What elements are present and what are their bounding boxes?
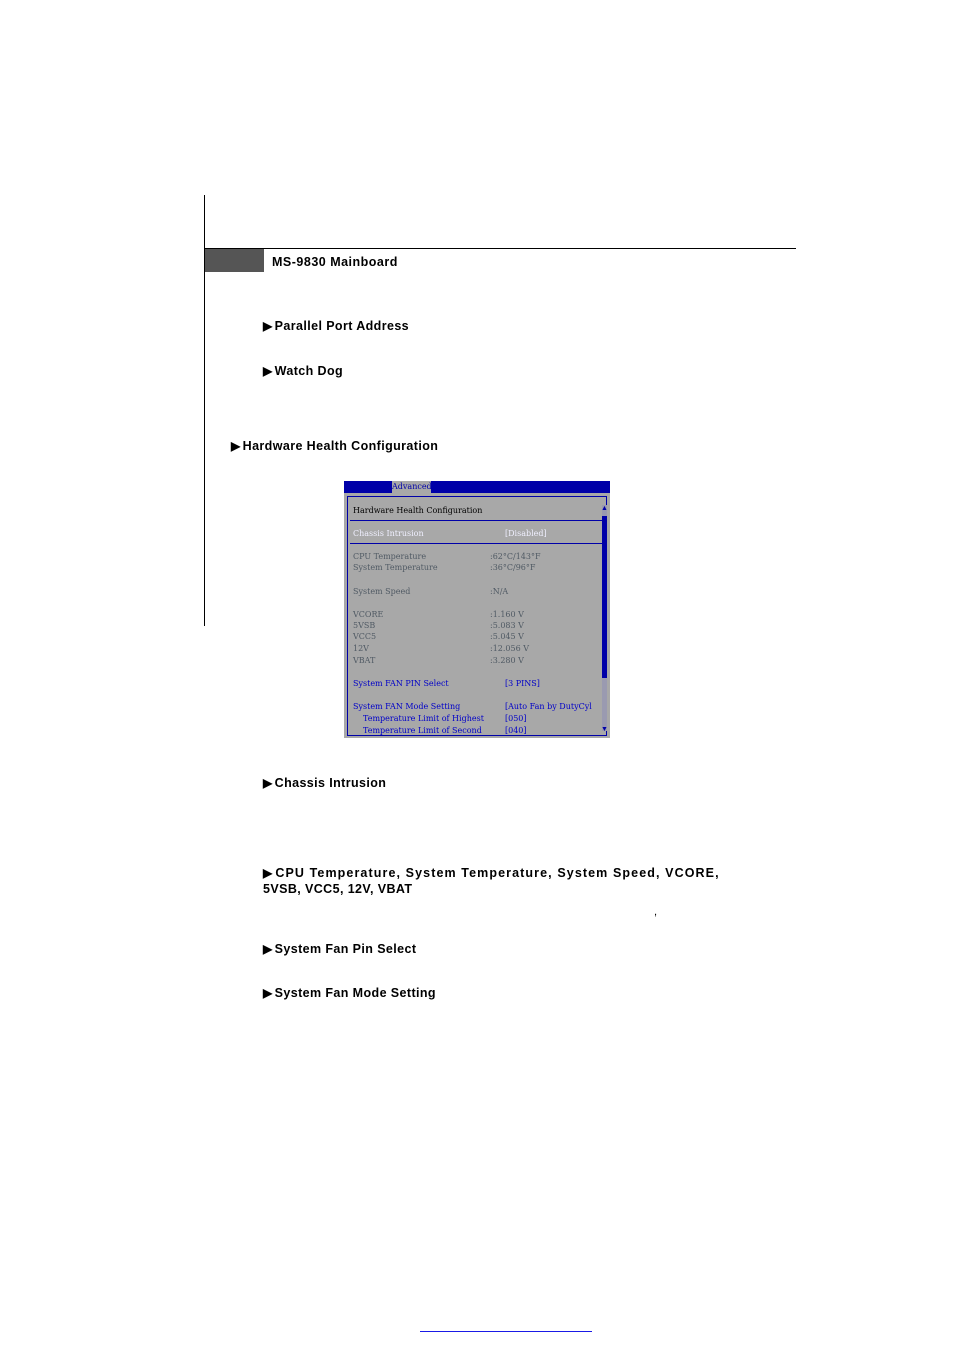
bios-scroll-thumb[interactable]: [602, 516, 607, 678]
heading-fan-pin-select: ▶ System Fan Pin Select: [263, 942, 417, 956]
bullet-arrow-icon: ▶: [263, 866, 274, 880]
bios-temp-second-label[interactable]: Temperature Limit of Second: [363, 726, 482, 735]
bios-vbat-label: VBAT: [353, 656, 376, 665]
heading-chassis-intrusion: ▶ Chassis Intrusion: [263, 776, 387, 790]
bios-sys-speed-label: System Speed: [353, 587, 411, 596]
stray-comma: ,: [654, 906, 658, 918]
footer-link-underline[interactable]: [420, 1331, 592, 1332]
bios-separator: [350, 520, 602, 521]
scroll-down-icon[interactable]: ▼: [601, 726, 608, 733]
bios-fan-pin-label[interactable]: System FAN PIN Select: [353, 679, 449, 688]
heading-parallel-port-address: ▶ Parallel Port Address: [263, 319, 410, 333]
bios-vcc5-value: :5.045 V: [490, 632, 524, 641]
bios-vcc5-label: VCC5: [353, 632, 377, 641]
bios-vcore-value: :1.160 V: [490, 610, 524, 619]
page-header-title: MS-9830 Mainboard: [272, 255, 398, 269]
bios-12v-label: 12V: [353, 644, 369, 653]
bios-cpu-temp-value: :62°C/143°F: [490, 552, 541, 561]
bios-vcore-label: VCORE: [353, 610, 384, 619]
bios-5vsb-value: :5.083 V: [490, 621, 524, 630]
bios-sys-speed-value: :N/A: [490, 587, 509, 596]
bios-fan-pin-value[interactable]: [3 PINS]: [505, 679, 540, 688]
bios-fan-mode-value[interactable]: [Auto Fan by DutyCyl: [505, 702, 592, 711]
bios-12v-value: :12.056 V: [490, 644, 530, 653]
bullet-arrow-icon: ▶: [263, 776, 273, 790]
bios-title: Hardware Health Configuration: [353, 506, 483, 515]
bullet-arrow-icon: ▶: [263, 319, 273, 333]
header-rule: [204, 248, 796, 249]
bios-menu-bar: [344, 481, 610, 493]
bios-5vsb-label: 5VSB: [353, 621, 376, 630]
scroll-up-icon[interactable]: ▲: [601, 505, 608, 512]
bios-chassis-label[interactable]: Chassis Intrusion: [353, 529, 424, 538]
heading-cpu-temperature-cont: 5VSB, VCC5, 12V, VBAT: [263, 882, 413, 896]
bios-sys-temp-label: System Temperature: [353, 563, 438, 572]
heading-watch-dog: ▶ Watch Dog: [263, 364, 344, 378]
bullet-arrow-icon: ▶: [263, 364, 273, 378]
bios-sys-temp-value: :36°C/96°F: [490, 563, 536, 572]
header-tab-block: [205, 249, 264, 272]
bios-separator: [350, 543, 602, 544]
bios-tab-advanced[interactable]: Advanced: [392, 482, 432, 491]
bios-chassis-value[interactable]: [Disabled]: [505, 529, 547, 538]
bullet-arrow-icon: ▶: [263, 942, 273, 956]
bullet-arrow-icon: ▶: [231, 439, 241, 453]
bios-vbat-value: :3.280 V: [490, 656, 524, 665]
heading-cpu-temperature: ▶ CPU Temperature, System Temperature, System Speed, VCORE,: [263, 866, 720, 880]
bios-cpu-temp-label: CPU Temperature: [353, 552, 427, 561]
bios-temp-high-value[interactable]: [050]: [505, 714, 527, 723]
bios-temp-high-label[interactable]: Temperature Limit of Highest: [363, 714, 484, 723]
heading-hardware-health: ▶ Hardware Health Configuration: [231, 439, 439, 453]
bios-fan-mode-label[interactable]: System FAN Mode Setting: [353, 702, 461, 711]
bios-screenshot: [344, 481, 610, 738]
bullet-arrow-icon: ▶: [263, 986, 273, 1000]
heading-fan-mode-setting: ▶ System Fan Mode Setting: [263, 986, 436, 1000]
bios-temp-second-value[interactable]: [040]: [505, 726, 527, 735]
